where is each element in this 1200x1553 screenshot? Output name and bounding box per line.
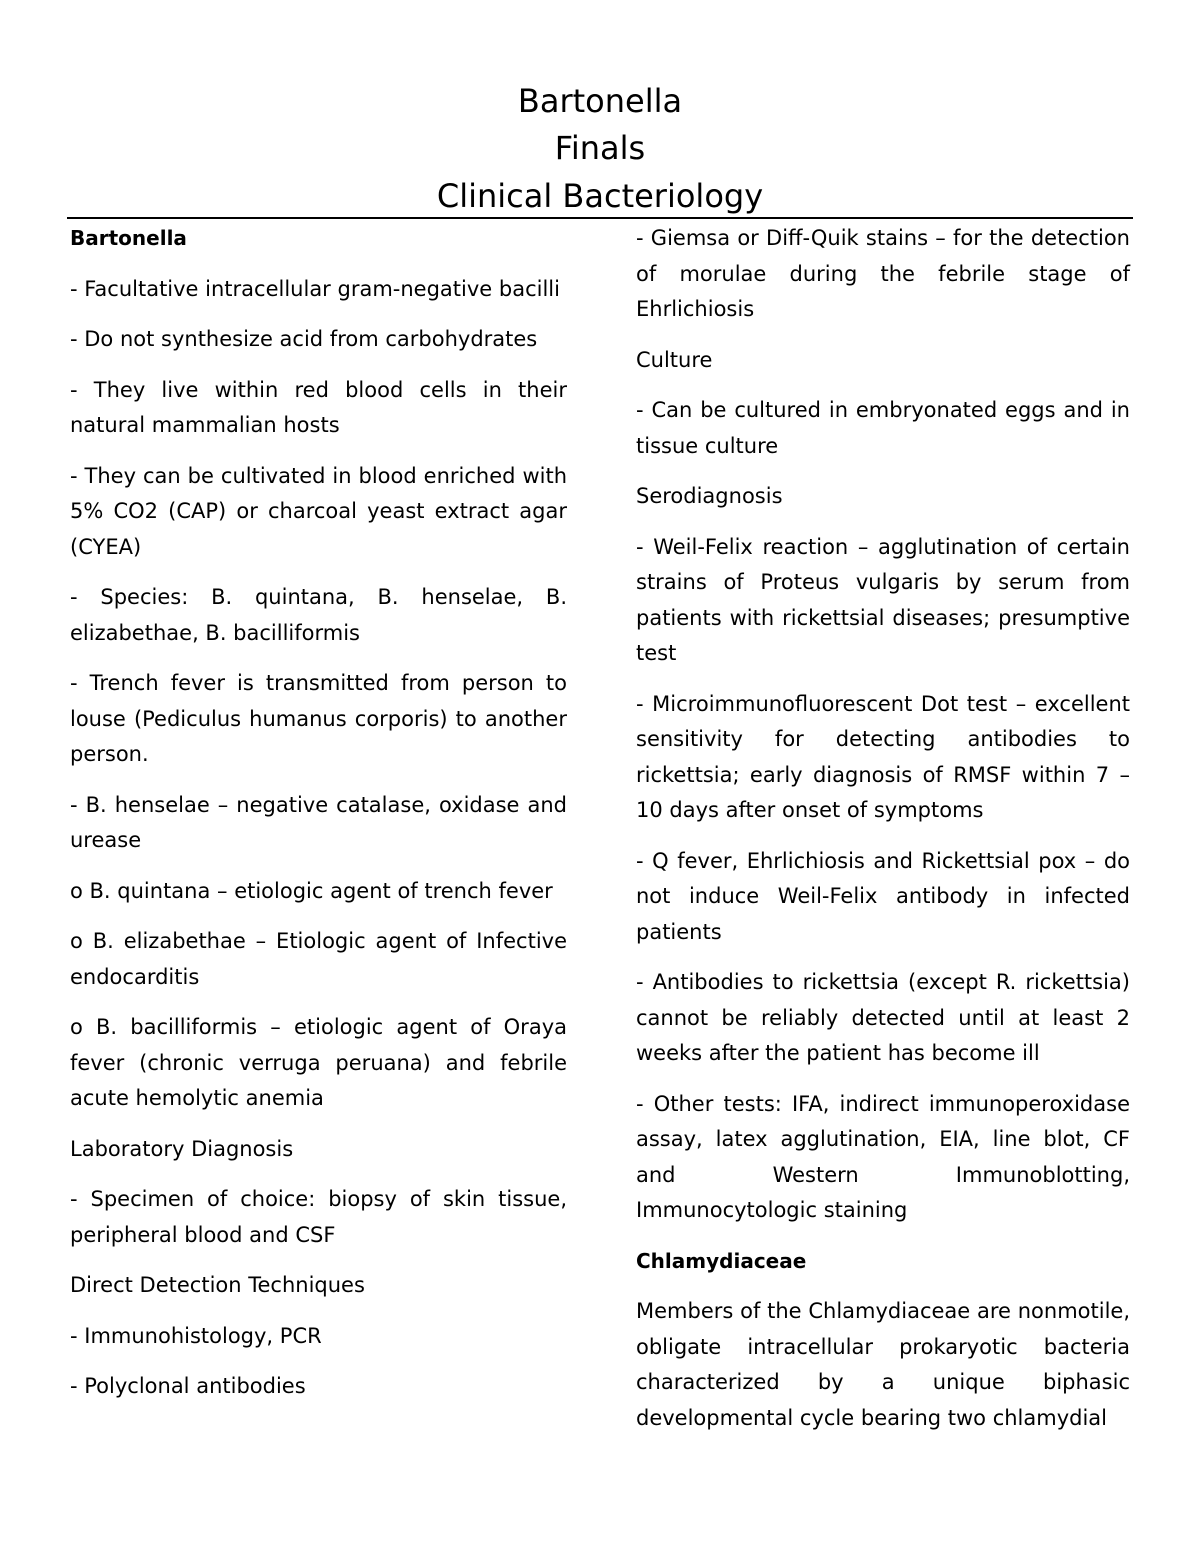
paragraph: o B. bacilliformis – etiologic agent of Oraya fever (chronic verruga peruana) and febrile acute hemolytic anemia xyxy=(70,1015,567,1110)
paragraph: o B. elizabethae – Etiologic agent of Infective endocarditis xyxy=(70,929,567,989)
course-name: Clinical Bacteriology xyxy=(436,177,764,215)
paragraph: - Antibodies to rickettsia (except R. rickettsia) cannot be reliably detected until at least 2 weeks after the patient has become ill xyxy=(636,970,1130,1065)
document-subtitle: Finals xyxy=(554,129,646,167)
paragraph: - Species: B. quintana, B. henselae, B. elizabethae, B. bacilliformis xyxy=(70,585,567,645)
subheading-serodiagnosis: Serodiagnosis xyxy=(636,484,783,508)
header-divider xyxy=(67,217,1133,219)
paragraph: - Microimmunofluorescent Dot test – excellent sensitivity for detecting antibodies to rickettsia; early diagnosis of RMSF within 7 – 10 days after onset of symptoms xyxy=(636,691,1130,822)
paragraph: - Weil-Felix reaction – agglutination of certain strains of Proteus vulgaris by serum from patients with rickettsial diseases; presumptive test xyxy=(636,534,1130,665)
subheading-laboratory-diagnosis: Laboratory Diagnosis xyxy=(70,1136,294,1161)
paragraph: - Do not synthesize acid from carbohydrates xyxy=(70,327,538,351)
paragraph: - They can be cultivated in blood enriched with 5% CO2 (CAP) or charcoal yeast extract agar (CYEA) xyxy=(70,463,567,559)
paragraph: - Can be cultured in embryonated eggs and in tissue culture xyxy=(636,398,1130,458)
section-heading-bartonella: Bartonella xyxy=(70,226,187,250)
left-column xyxy=(70,221,567,1420)
paragraph: - B. henselae – negative catalase, oxidase and urease xyxy=(70,792,567,852)
section-heading-chlamydiaceae: Chlamydiaceae xyxy=(636,1248,807,1273)
subheading-direct-detection: Direct Detection Techniques xyxy=(70,1273,365,1297)
paragraph: - Polyclonal antibodies xyxy=(70,1374,306,1398)
paragraph: o B. quintana – etiologic agent of trench fever xyxy=(70,878,553,903)
document-header xyxy=(0,78,1200,220)
paragraph: - Immunohistology, PCR xyxy=(70,1323,322,1348)
right-column xyxy=(636,221,1130,1451)
document-title: Bartonella xyxy=(517,82,683,120)
paragraph: - Trench fever is transmitted from person to louse (Pediculus humanus corporis) to another person. xyxy=(70,671,567,766)
paragraph: - They live within red blood cells in their natural mammalian hosts xyxy=(70,377,567,437)
paragraph: - Giemsa or Diff-Quik stains – for the detection of morulae during the febrile stage of Ehrlichiosis xyxy=(636,226,1130,321)
paragraph: - Q fever, Ehrlichiosis and Rickettsial pox – do not induce Weil-Felix antibody in infected patients xyxy=(636,848,1130,944)
paragraph: Members of the Chlamydiaceae are nonmotile, obligate intracellular prokaryotic bacteria characterized by a unique biphasic developmental cycle bearing two chlamydial xyxy=(636,1299,1130,1430)
paragraph: - Specimen of choice: biopsy of skin tissue, peripheral blood and CSF xyxy=(70,1187,567,1247)
paragraph: - Other tests: IFA, indirect immunoperoxidase assay, latex agglutination, EIA, line blot, CF and Western Immunoblotting, Immunocytologic staining xyxy=(636,1091,1130,1222)
subheading-culture: Culture xyxy=(636,347,713,372)
paragraph: - Facultative intracellular gram-negative bacilli xyxy=(70,276,560,301)
